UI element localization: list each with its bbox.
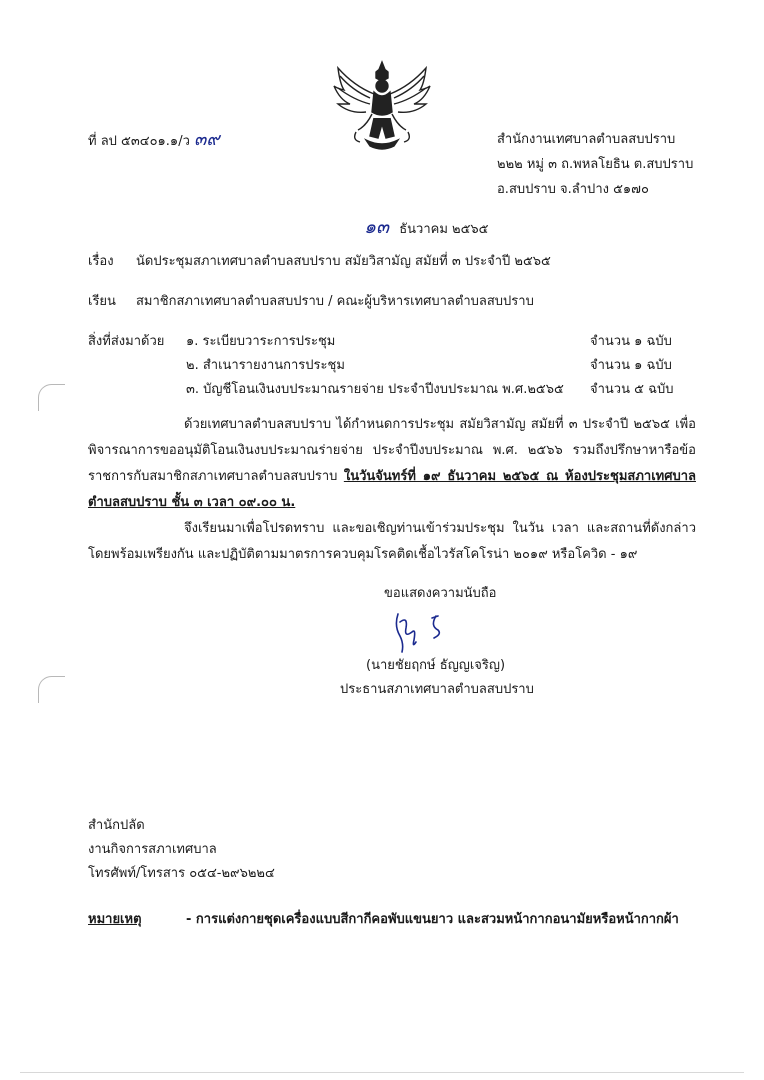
footer-section: งานกิจการสภาเทศบาล [88, 842, 217, 857]
note-text: - การแต่งกายชุดเครื่องแบบสีกากีคอพับแขนยาว และสวมหน้ากากอนามัยหรือหน้ากากผ้า [186, 912, 679, 927]
date-handwritten-day: ๑๓ [364, 216, 390, 238]
body-paragraph-1-text: ด้วยเทศบาลตำบลสบปราบ ได้กำหนดการประชุม สมัยวิสามัญ สมัยที่ ๓ ประจำปี ๒๕๖๕ เพื่อพิจารณาการขออนุมัติโอนเงินงบประมาณร่ายจ่าย ประจำปีงบประมาณ พ.ศ. ๒๕๖๖ รวมถึงปรึกษาหารือข้อราชการกับสมาชิกสภาเทศบาลตำบลสบปราบ [88, 417, 696, 484]
enclosure-qty-2: จำนวน ๑ ฉบับ [590, 358, 672, 373]
enclosure-qty-1: จำนวน ๑ ฉบับ [590, 334, 672, 349]
sender-line-1: สำนักงานเทศบาลตำบลสบปราบ [497, 132, 676, 147]
reference-handwritten: ๓๙ [194, 129, 220, 150]
page-bottom-edge [20, 1072, 744, 1073]
closing-salutation: ขอแสดงความนับถือ [384, 586, 497, 601]
enclosure-qty-3: จำนวน ๕ ฉบับ [590, 382, 674, 397]
body-paragraph-2: จึงเรียนมาเพื่อโปรดทราบ และขอเชิญท่านเข้าร่วมประชุม ในวัน เวลา และสถานที่ดังกล่าวโดยพร้อมเพรียงกัน และปฏิบัติตามมาตรการควบคุมโรคติดเชื้อไวรัสโคโรน่า ๒๐๑๙ หรือโควิด - ๑๙ [88, 521, 696, 562]
sender-line-3: อ.สบปราบ จ.ลำปาง ๕๑๗๐ [497, 182, 649, 197]
subject-text: นัดประชุมสภาเทศบาลตำบลสบปราบ สมัยวิสามัญ สมัยที่ ๓ ประจำปี ๒๕๖๕ [136, 254, 551, 269]
enclosures-label: สิ่งที่ส่งมาด้วย [88, 334, 165, 349]
signatory-name: (นายชัยฤกษ์ ธัญญเจริญ) [366, 658, 506, 673]
footer-office: สำนักปลัด [88, 818, 145, 833]
hole-punch-mark-top [38, 384, 65, 411]
recipient-label: เรียน [88, 294, 116, 309]
enclosure-item-2: ๒. สำเนารายงานการประชุม [186, 358, 345, 373]
subject-label: เรื่อง [88, 254, 114, 269]
body-paragraph-1 [88, 412, 696, 516]
sender-line-2: ๒๒๒ หมู่ ๓ ถ.พหลโยธิน ต.สบปราบ [497, 157, 694, 172]
hole-punch-mark-bottom [38, 676, 65, 703]
date-month-year: ธันวาคม ๒๕๖๕ [399, 222, 489, 237]
enclosure-item-1: ๑. ระเบียบวาระการประชุม [186, 334, 336, 349]
garuda-emblem [330, 56, 434, 152]
handwritten-signature [392, 608, 452, 654]
note-label: หมายเหตุ [88, 912, 142, 927]
reference-number [88, 124, 220, 153]
meeting-datetime-emphasis: ในวันจันทร์ที่ ๑๙ ธันวาคม ๒๕๖๕ ณ ห้องประชุมสภาเทศบาลตำบลสบปราบ ชั้น ๓ เวลา ๐๙.๐๐ น. [88, 469, 696, 510]
letter-date [364, 212, 489, 242]
enclosure-item-3: ๓. บัญชีโอนเงินงบประมาณรายจ่าย ประจำปีงบประมาณ พ.ศ.๒๕๖๕ [186, 382, 564, 397]
signatory-position: ประธานสภาเทศบาลตำบลสบปราบ [340, 682, 534, 697]
recipient-text: สมาชิกสภาเทศบาลตำบลสบปราบ / คณะผู้บริหารเทศบาลตำบลสบปราบ [136, 294, 534, 309]
reference-label: ที่ ลป ๕๓๔๐๑.๑/ว [88, 134, 190, 149]
footer-phone: โทรศัพท์/โทรสาร ๐๕๔-๒๙๖๒๒๔ [88, 866, 275, 881]
